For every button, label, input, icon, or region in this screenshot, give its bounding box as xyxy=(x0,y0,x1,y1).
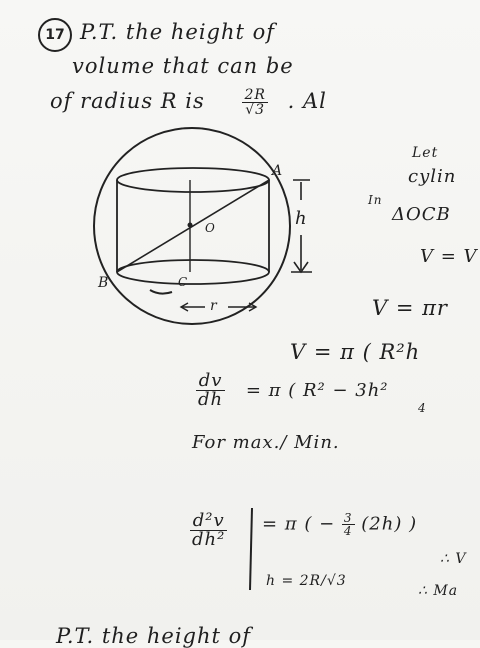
therefore-v: ∴ V xyxy=(440,551,467,567)
volume-eq-2: V = πr xyxy=(372,296,448,320)
problem-line-2: volume that can be xyxy=(72,54,294,78)
dh-denominator: dh xyxy=(198,389,224,410)
d2v-rhs-start: = π ( − xyxy=(262,513,342,535)
three-quarters-fraction xyxy=(342,512,355,537)
cylinder-text: cylin xyxy=(408,166,457,187)
problem-number: 17 xyxy=(38,18,72,52)
label-o: O xyxy=(205,221,216,235)
triangle-ocb: ΔOCB xyxy=(392,204,451,225)
label-b: B xyxy=(98,275,110,291)
height-denominator: √3 xyxy=(245,102,266,118)
in-text: In xyxy=(368,193,383,207)
therefore-max: ∴ Ma xyxy=(418,583,459,599)
let-text: Let xyxy=(412,145,439,161)
dv-dh-rhs: = π ( R² − 3h² xyxy=(245,379,389,401)
height-numerator: 2R xyxy=(244,87,266,103)
for-max-min: For max./ Min. xyxy=(192,432,340,453)
dh2-denominator: dh² xyxy=(192,529,226,550)
d2v-rhs-tail: (2h) ) xyxy=(361,513,418,535)
label-c: C xyxy=(178,275,189,289)
dv-rhs-denominator: 4 xyxy=(418,401,427,415)
next-problem-line: P.T. the height of xyxy=(56,624,252,648)
label-a: A xyxy=(272,163,284,179)
three-numerator: 3 xyxy=(343,511,353,525)
problem-line-1: P.T. the height of xyxy=(80,20,276,44)
second-derivative-rhs xyxy=(262,512,417,537)
label-h: h xyxy=(295,208,308,229)
volume-eq-1: V = V xyxy=(420,246,478,267)
evaluated-at-h: h = 2R/√3 xyxy=(266,573,347,589)
volume-expanded: V = π ( R²h xyxy=(290,340,421,364)
problem-line-3-prefix: of radius R is xyxy=(50,89,205,113)
label-r: r xyxy=(210,298,218,314)
four-denominator: 4 xyxy=(343,524,353,538)
d2v-numerator: d²v xyxy=(190,512,227,531)
evaluation-vertical-bar xyxy=(250,508,252,590)
dv-numerator: dv xyxy=(196,372,225,391)
problem-line-3-suffix: . Al xyxy=(287,89,327,113)
